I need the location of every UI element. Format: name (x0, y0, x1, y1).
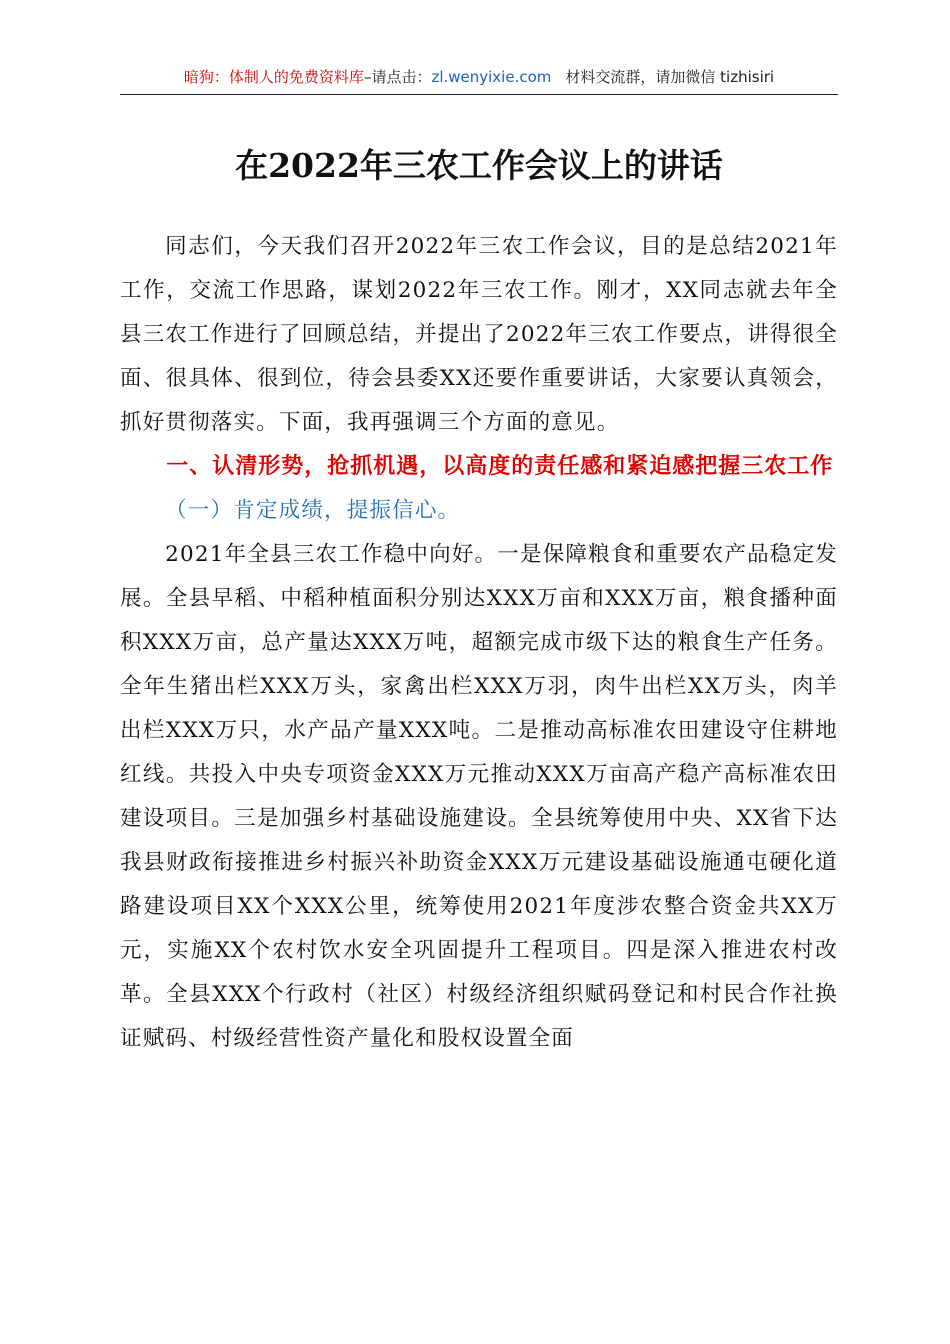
page-header (120, 66, 838, 95)
section-heading-1: 一、认清形势，抢抓机遇，以高度的责任感和紧迫感把握三农工作 (166, 454, 834, 479)
document-title: 在2022年三农工作会议上的讲话 (235, 146, 723, 185)
header-contact: 材料交流群，请加微信 tizhisiri (565, 68, 775, 86)
header-click-prompt: –请点击： (363, 68, 432, 86)
intro-paragraph: 同志们，今天我们召开2022年三农工作会议，目的是总结2021年工作，交流工作思路，谋划2022年三农工作。刚才，XX同志就去年全县三农工作进行了回顾总结，并提出了2022年三农工作要点，讲得很全面、很具体、很到位，待会县委XX还要作重要讲话，大家要认真领会，抓好贯彻落实。下面，我再强调三个方面的意见。 (120, 234, 838, 435)
header-url-link[interactable]: zl.wenyixie.com (431, 68, 552, 86)
document-body (120, 225, 838, 1061)
body-paragraph-1: 2021年全县三农工作稳中向好。一是保障粮食和重要农产品稳定发展。全县早稻、中稻种植面积分别达XXX万亩和XXX万亩，粮食播种面积XXX万亩，总产量达XXX万吨，超额完成市级下达的粮食生产任务。全年生猪出栏XXX万头，家禽出栏XXX万羽，肉牛出栏XX万头，肉羊出栏XXX万只，水产品产量XXX吨。二是推动高标准农田建设守住耕地红线。共投入中央专项资金XXX万元推动XXX万亩高产稳产高标准农田建设项目。三是加强乡村基础设施建设。全县统筹使用中央、XX省下达我县财政衔接推进乡村振兴补助资金XXX万元建设基础设施通屯硬化道路建设项目XX个XXX公里，统筹使用2021年度涉农整合资金共XX万元，实施XX个农村饮水安全巩固提升工程项目。四是深入推进农村改革。全县XXX个行政村（社区）村级经济组织赋码登记和村民合作社换证赋码、村级经营性资产量化和股权设置全面 (120, 542, 838, 1051)
subsection-heading-1: （一）肯定成绩，提振信心。 (165, 498, 461, 523)
header-site-name: 暗狗：体制人的免费资料库 (183, 68, 364, 86)
